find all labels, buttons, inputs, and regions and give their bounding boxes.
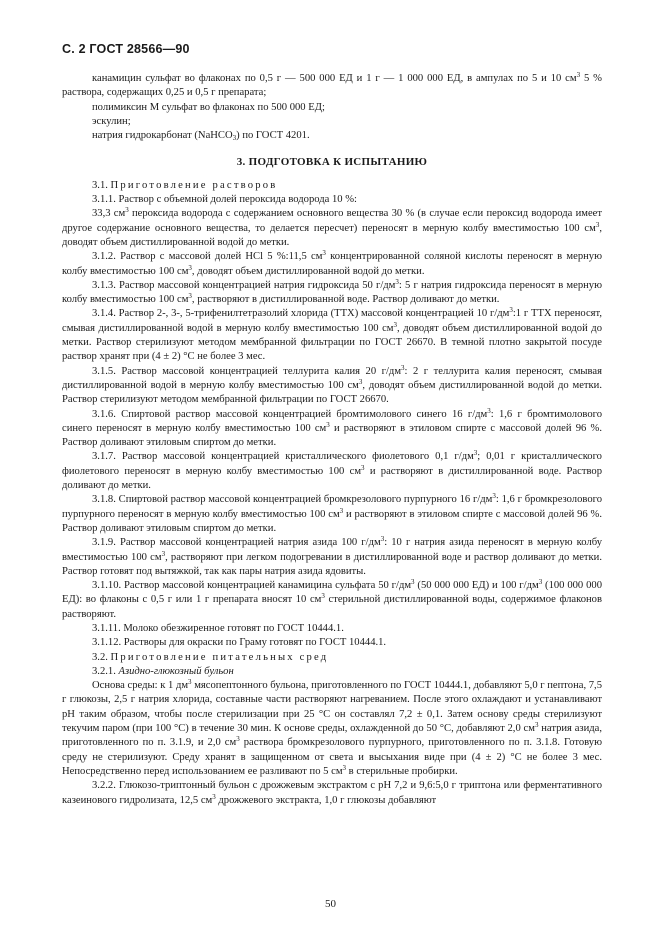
list-item [62,129,602,143]
text: 33,3 см [92,208,126,220]
superscript: 3 [538,578,543,587]
superscript: 3 [212,792,216,801]
superscript: 3 [534,721,539,730]
superscript: 3 [321,592,325,601]
superscript: 3 [188,263,192,272]
text: , доводят объем дистиллированной водой до метки. Раствор стерилизуют методом мембранной фильтрации по ГОСТ 26670. [62,379,603,406]
superscript: 3 [411,578,415,587]
paragraph: 3.1.1. Раствор с объемной долей пероксида водорода 10 %: [92,194,357,206]
text: ) по ГОСТ 4201. [236,130,310,142]
section-title: 3. ПОДГОТОВКА К ИСПЫТАНИЮ [236,156,428,169]
text: натрия азида, приготовленного по п. 3.1.9, и 2,0 см [62,723,602,749]
text: дрожжевого экстракта, 1,0 г глюкозы добавляют [215,794,437,806]
section-number: 3.2. [92,651,108,663]
text: и растворяют в этиловом спирте с массовой долей 96 %. Раствор доливают этиловым спиртом до метки. [62,422,602,449]
text: раствора бромкрезолового пурпурного, приготовленного по п. 3.1.8. Готовую среду не стерилизуют. Среду хранят в защищенном от света и высыхания виде при (4 ± 2) °С не более 3 мес. Непосредственно перед использованием ее разливают по 5 см [62,737,602,777]
paragraph [62,779,602,808]
superscript: 3 [395,277,399,286]
paragraph [62,408,602,451]
subsection-title: Приготовление питательных сред [110,651,329,663]
text: натрия гидрокарбонат (NaHCO [92,130,233,142]
text: мясопептонного бульона, приготовленного по ГОСТ 10444.1, добавляют 5,0 г пептона, 7,5 г глюкозы, 2,5 г натрия хлорида, составные части растворяют нагреванием. После этого охлаждают и устанавливают рН таким образом, чтобы после стерилизации при 25 °С он составлял 7,2 ± 0,1. Затем основу среды стерилизуют текучим паром (при 100 °С) в течение 30 мин. К основе среды, охлажденной до 50 °С, добавляют 2,0 см [62,680,602,735]
paragraph [62,250,602,279]
text: , доводят объем дистиллированной водой до метки. [191,265,425,277]
subsection-heading [62,179,602,193]
text: (50 000 000 ЕД) и 100 г/дм [414,580,539,592]
list-item [62,72,602,101]
text: : 10 г натрия азида переносят в мерную колбу вместимостью 100 см [62,537,603,563]
superscript: 3 [492,492,496,501]
text: 3.2.2. Глюкозо-триптонный бульон с дрожжевым экстрактом с рН 7,2 и 9,6:5,0 г триптона или ферментативного казеинового гидролизата, 12,5 см [62,780,602,806]
superscript: 3 [125,206,129,215]
subsection-heading [62,651,602,665]
superscript: 3 [401,363,405,372]
superscript: 3 [339,506,344,515]
page-header: С. 2 ГОСТ 28566—90 [62,42,190,56]
text: и растворяют в дистиллированной воде. Раствор доливают до метки. [62,465,603,492]
text: , доводят объем дистиллированной водой до метки. [62,222,602,248]
text: , доводят объем дистиллированной водой до метки. Раствор стерилизуют методом мембранной фильтрации по ГОСТ 26670. В темной плотно закрытой посуде раствор хранят при (4 ± 2) °С не более 3 мес. [62,322,602,363]
superscript: 3 [322,249,326,258]
superscript: 3 [326,420,330,429]
paragraph [62,450,602,493]
subsection-heading [62,665,602,679]
text: 3.1.5. Раствор массовой концентрацией теллурита калия 20 г/дм [92,365,402,377]
superscript: 3 [576,71,581,79]
text: 3.1.10. Раствор массовой концентрацией канамицина сульфата 50 г/дм [92,580,412,592]
superscript: 3 [236,735,240,744]
paragraph [62,307,602,364]
superscript: 3 [380,535,385,544]
superscript: 3 [358,377,363,386]
subsection-title: Приготовление растворов [110,179,278,191]
text: 3.1.6. Спиртовой раствор массовой концентрацией бромтимолового синего 16 г/дм [92,408,488,420]
paragraph [62,493,602,536]
text: 3.1.2. Раствор с массовой долей HCl 5 %:11,5 см [92,251,323,263]
superscript: 3 [509,306,513,315]
paragraph [62,536,602,579]
superscript: 3 [188,678,192,687]
paragraph [62,679,602,779]
list-item: эскулин; [92,115,131,127]
paragraph [62,279,602,308]
superscript: 3 [473,449,478,458]
text: : 1,6 г бромтимолового синего переносят в мерную колбу вместимостью 100 см [62,408,602,434]
superscript: 3 [393,320,398,329]
superscript: 3 [188,292,192,301]
text: Основа среды: к 1 дм [92,680,189,692]
list-item: полимиксин М сульфат во флаконах по 500 000 ЕД; [92,101,325,113]
text: 3.1.9. Раствор массовой концентрацией натрия азида 100 г/дм [92,537,381,549]
superscript: 3 [595,220,600,229]
text: пероксида водорода с содержанием основного вещества 30 % (в случае если пероксид водорода имеет другое содержание основного вещества, то делается пересчет) переносят в мерную колбу вместимостью 100 см [62,208,602,234]
superscript: 3 [361,463,365,472]
text: и растворяют в этиловом спирте с массовой долей 96 %. Раствор доливают этиловым спиртом до метки. [62,508,603,534]
text: канамицин сульфат во флаконах по 0,5 г — 500 000 ЕД и 1 г — 1 000 000 ЕД, в ампулах по 5 и [92,73,547,84]
text: стерильной дистиллированной воды, содержимое флаконов растворяют. [62,594,602,620]
text: 3.1.3. Раствор массовой концентрацией натрия гидроксида 50 г/дм [92,279,396,291]
text: 3.1.7. Раствор массовой концентрацией кристаллического фиолетового 0,1 г/дм [92,451,474,463]
paragraph [62,579,602,622]
text: (100 000 000 ЕД): во флаконы с 0,5 г или 1 г препарата вносят 10 см [62,580,602,606]
text: :1 г ТТХ переносят, смывая дистиллированной водой в мерную колбу вместимостью 100 см [62,308,602,334]
paragraph: 3.1.11. Молоко обезжиренное готовят по ГОСТ 10444.1. [92,622,344,634]
text: : 1,6 г бромкрезолового пурпурного переносят в мерную колбу вместимостью 100 см [62,494,602,520]
document-body [62,72,602,808]
text: ; 0,01 г кристаллического фиолетового переносят в мерную колбу вместимостью 100 см [62,451,602,477]
text: 3.1.4. Раствор 2-, 3-, 5-трифенилтетразолий хлорида (ТТХ) массовой концентрацией 10 г/дм [92,308,510,320]
text: 3.1.8. Спиртовой раствор массовой концентрацией бромкрезолового пурпурного 16 г/дм [92,494,493,506]
text: : 2 г теллурита калия переносят, смывая дистиллированной водой в мерную колбу вместимостью 100 см [62,365,602,391]
text: , растворяют при легком подогревании в дистиллированной воде и раствор доливают до метки. Раствор готовят под вытяжкой, так как пары натрия азида ядовиты. [62,551,602,577]
text: концентрированной соляной кислоты переносят в мерную колбу вместимостью 100 см [62,251,602,277]
superscript: 3 [487,406,491,415]
text: , растворяют в дистиллированной воде. Раствор доливают до метки. [191,294,500,306]
section-number: 3.1. [92,179,108,191]
paragraph [62,207,602,250]
section-number: 3.2.1. [92,665,116,677]
superscript: 3 [161,549,166,558]
paragraph: 3.1.12. Растворы для окраски по Граму готовят по ГОСТ 10444.1. [92,637,387,649]
text: : 5 г натрия гидроксида переносят в мерную колбу вместимостью 100 см [62,279,602,306]
text: 5 % раствора, содержащих 0,25 и 0,5 г препарата; [62,73,602,99]
subscript: 3 [232,134,237,143]
subsection-title: Азидно-глюкозный бульон [118,665,234,677]
paragraph [62,365,602,408]
text: в стерильные пробирки. [346,765,458,777]
superscript: 3 [342,763,347,772]
text: 10 см [550,73,577,84]
page-number: 50 [325,898,336,910]
